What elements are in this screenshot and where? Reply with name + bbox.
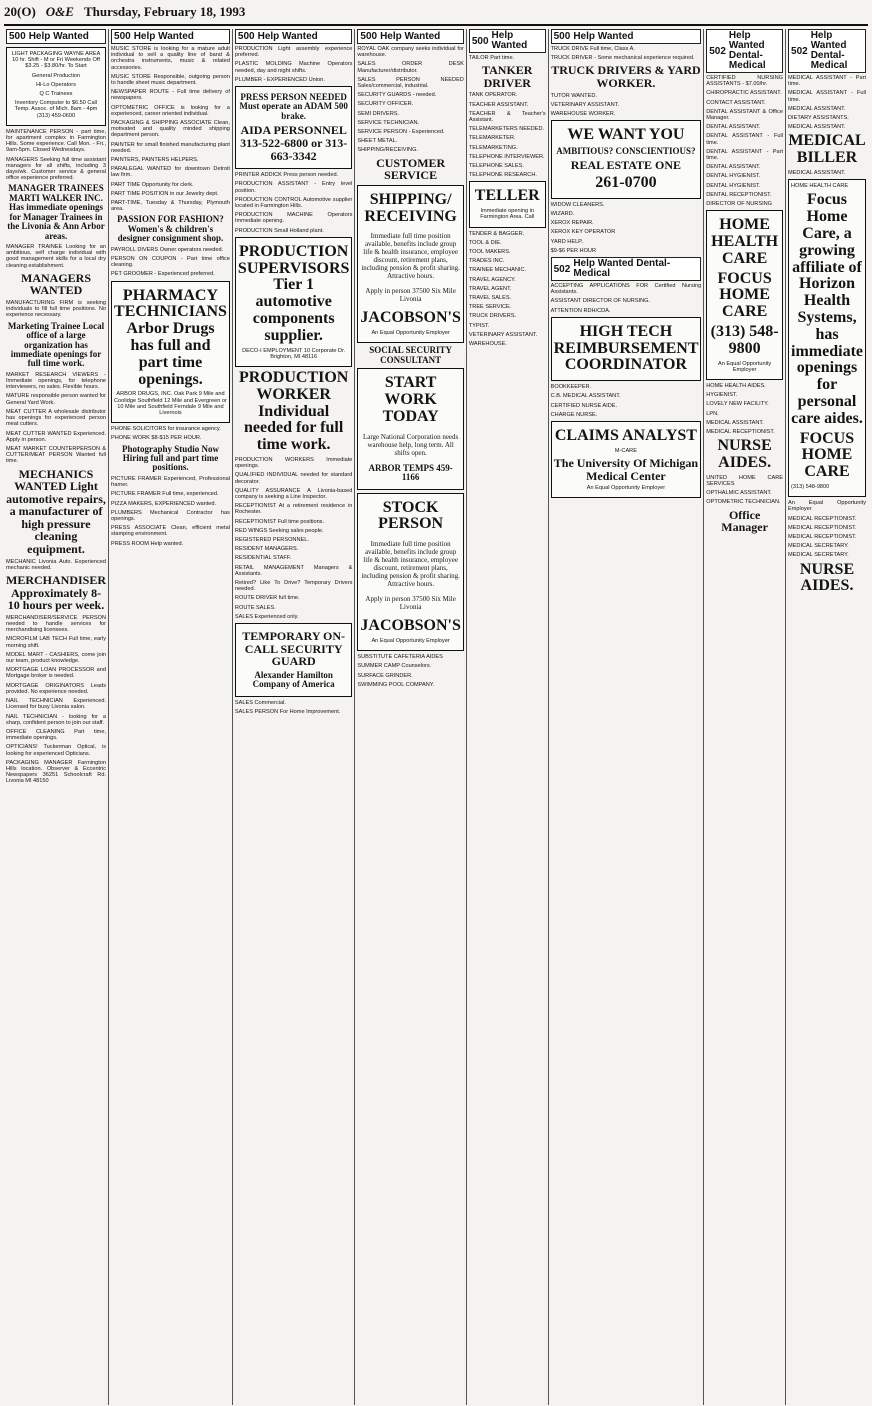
classified-ad: LPN.	[706, 410, 719, 417]
display-ad-heading: PHARMACY TECHNICIANS Arbor Drugs has full and part time openings.	[114, 286, 227, 388]
classified-ad: TRAVEL AGENT.	[468, 285, 512, 292]
classified-ad-box	[469, 181, 546, 227]
classified-ad: ARBOR DRUGS, INC. Oak Park 9 Mile and Coolidge Southfield 12 Mile and Evergreen or 10 Mile and Southfield Ferndale 9 Mile and Livernois	[114, 391, 227, 416]
classified-ad-box	[788, 179, 866, 497]
classified-ad: TRADES INC.	[468, 258, 505, 265]
display-ad-heading: AIDA PERSONNEL 313-522-6800 or 313-663-3342	[240, 123, 348, 163]
classified-ad: TELEMARKETER.	[468, 135, 516, 142]
classified-ad: NAIL TECHNICIAN - looking for a sharp, confident person to join our staff.	[6, 713, 107, 726]
classified-ad: MANAGERS Seeking full time assistant managers for all shifts, including 3 days/wk. Customer service & general office experience preferred.	[6, 156, 107, 182]
classified-ad: MEDICAL ASSISTANT.	[706, 419, 764, 426]
classified-ad: CHARGE NURSE.	[550, 411, 598, 418]
classified-ad: PHONE WORK $8-$15 PER HOUR.	[111, 435, 202, 442]
advertiser-name: REAL ESTATE ONE	[570, 158, 682, 173]
classified-ad: PAYROLL DIVERS Owner operators needed.	[111, 246, 224, 253]
classified-ad: VETERINARY ASSISTANT.	[550, 101, 620, 108]
classified-ad: DENTAL ASSISTANT.	[706, 164, 761, 171]
classified-ad: REGISTERED PERSONNEL.	[234, 536, 309, 543]
category-name: Help Wanted	[491, 30, 528, 51]
classified-ad: MANUFACTURING FIRM is seeking individuals to fill full time positions. No experience necessary.	[6, 300, 107, 319]
classified-ad: TELEMARKETING.	[468, 144, 518, 151]
classified-ad-box	[357, 493, 463, 652]
classified-ad: CERTIFIED NURSE AIDE.	[550, 402, 618, 409]
classified-ad: SALES ORDER DESK Manufacturer/distributor.	[357, 61, 464, 74]
column-header	[6, 29, 106, 44]
classified-ad: PRODUCTION WORKERS Immediate openings.	[234, 456, 353, 470]
display-ad-heading: NURSE AIDES.	[717, 437, 772, 472]
classified-column-6	[549, 29, 705, 1405]
classified-ad: PET GROOMER - Experienced preferred.	[111, 271, 215, 278]
classified-ad: An Equal Opportunity Employer	[718, 360, 772, 373]
classified-ad: PART TIME POSITION in our Jewelry dept.	[111, 190, 219, 197]
classified-ad: TEACHER ASSISTANT.	[468, 101, 529, 108]
classified-ad: TRAVEL AGENCY.	[468, 276, 516, 283]
classified-ad: Inventory Computer to $6.50 Call Temp. Assoc. of Mich. 8am - 4pm (313) 459-0600	[14, 100, 98, 119]
classified-ad: DENTAL ASSISTANT - Full time.	[706, 133, 784, 146]
display-ad-heading: Photography Studio Now Hiring full and part time positions.	[121, 443, 219, 473]
classified-ad: WIZARD.	[550, 211, 575, 218]
classified-ad: MEDICAL ASSISTANT.	[788, 124, 846, 131]
classified-ad: An Equal Opportunity Employer	[788, 500, 866, 513]
display-ad-heading: PRESS PERSON NEEDED Must operate an ADAM 500 brake.	[239, 92, 348, 121]
classified-ad: QUALIFIED INDIVIDUAL needed for standard decorator.	[234, 472, 353, 485]
display-ad-heading: TRUCK DRIVERS & YARD WORKER.	[551, 63, 701, 90]
display-ad-heading: TANKER DRIVER	[482, 63, 533, 90]
classified-ad: HOME HEALTH CARE	[791, 183, 849, 190]
classified-ad: Retired? Like To Drive? Temporary Drivers needed.	[234, 579, 353, 593]
classified-ad: PICTURE FRAMER Full time, experienced.	[111, 491, 219, 498]
classified-ad: (313) 548-9800	[791, 483, 830, 490]
classified-ad: SALES PERSON For Home Improvement.	[234, 708, 341, 715]
display-ad-heading: SOCIAL SECURITY CONSULTANT	[369, 345, 453, 365]
display-ad-heading: MERCHANDISER Approximately 8-10 hours per week.	[6, 573, 107, 613]
display-ad-heading: ARBOR TEMPS 459-1166	[368, 462, 453, 483]
column-header	[357, 29, 463, 44]
category-number: 500	[471, 35, 489, 47]
classified-ad: PAINTERS, PAINTERS HELPERS.	[111, 157, 199, 164]
display-ad-heading: PRODUCTION WORKER Individual needed for full time work.	[238, 368, 349, 454]
classified-ad: MERCHANDISER/SERVICE PERSON needed to handle services for merchandising licensees.	[6, 614, 107, 634]
classified-ad: An Equal Opportunity Employer	[586, 485, 666, 492]
classified-ad: PLUMBERS Mechanical Contractor has openings.	[111, 509, 230, 522]
classified-ad: SECURITY OFFICER.	[357, 101, 414, 108]
classified-ad: HOME HEALTH AIDES.	[706, 383, 766, 390]
display-ad-heading: Office Manager	[721, 507, 768, 535]
classified-ad: PICTURE FRAMER Experienced, Professional framer.	[111, 475, 230, 489]
classified-ad: PART-TIME, Tuesday & Thursday, Plymouth area.	[111, 200, 230, 213]
classified-ad: YARD HELP.	[550, 238, 583, 245]
classified-ad: An Equal Opportunity Employer	[371, 637, 450, 644]
display-ad-heading: PRODUCTION SUPERVISORS Tier 1 automotive components supplier.	[237, 242, 350, 344]
display-ad-heading: CLAIMS ANALYST	[554, 427, 697, 445]
category-name: Help Wanted Dental-Medical	[810, 30, 848, 71]
advertiser-name: FOCUS HOME CARE	[717, 269, 772, 321]
classified-column-7	[704, 29, 786, 1405]
classified-ad: DENTAL HYGIENIST.	[706, 173, 761, 180]
classified-ad: OPTHALMIC ASSISTANT.	[706, 490, 772, 497]
category-number: 502	[709, 45, 726, 57]
classified-ad: RETAIL MANAGEMENT Managers & Assistants.	[234, 564, 353, 577]
classified-ad: TENDER & BAGGER.	[468, 230, 525, 237]
ad-body-text: Apply in person 37500 Six Mile Livonia	[365, 287, 456, 304]
display-ad-heading: SHIPPING/ RECEIVING	[364, 190, 457, 225]
classified-columns	[4, 29, 868, 1405]
classified-ad: MORTGAGE ORIGINATORS Leads provided. No experience needed.	[6, 682, 107, 695]
category-number: 500	[114, 31, 131, 42]
classified-ad: LOVELY NEW FACILITY.	[706, 401, 769, 408]
classified-ad: TRUCK DRIVER - Some mechanical experience required.	[550, 55, 695, 62]
display-ad-heading: HIGH TECH REIMBURSEMENT COORDINATOR	[553, 322, 699, 374]
ad-phone-number: 261-0700	[595, 174, 657, 192]
classified-ad: TAILOR Part time.	[468, 55, 515, 61]
classified-ad: SECURITY GUARDS - needed.	[357, 92, 437, 99]
classified-ad: WIDOW CLEANERS.	[550, 201, 605, 208]
classified-ad: MAINTENANCE PERSON - part time, for apartment complex in Farmington Hills. Some experience. Call Mon. - Fri., 9am-5pm. Closed Wednesdays.	[6, 128, 107, 154]
classified-ad: An Equal Opportunity Employer	[371, 330, 450, 337]
advertiser-name: The University Of Michigan Medical Center	[553, 456, 699, 483]
display-ad-heading: MECHANICS WANTED Light automotive repairs, a manufacturer of high pressure cleaning equipment.	[6, 466, 106, 557]
classified-ad: RESIDENTIAL STAFF.	[234, 555, 292, 562]
classified-ad: RESIDENT MANAGERS.	[234, 546, 299, 553]
display-ad-heading: MANAGER TRAINEES MARTI WALKER INC. Has immediate openings for Manager Trainees in the Livonia & Ann Arbor areas.	[7, 183, 105, 241]
classified-ad: TEACHER & Teacher's Assistant.	[468, 110, 546, 123]
classified-ad: MEDICAL SECRETARY.	[788, 552, 849, 559]
classified-ad: OPTOMETRIC OFFICE is looking for a experienced, career oriented individual.	[111, 104, 230, 117]
category-number: 502	[791, 45, 808, 57]
classified-ad: DENTAL ASSISTANT - Part time.	[706, 148, 784, 162]
classified-ad: TOOL & DIE.	[468, 239, 502, 246]
classified-ad: ROYAL OAK company seeks individual for warehouse.	[357, 46, 464, 59]
classified-ad: SHEET METAL.	[357, 138, 398, 145]
classified-ad: TOOL MAKERS.	[468, 249, 511, 256]
classified-ad: PAINTER for small finished manufacturing plant needed.	[111, 141, 230, 154]
classified-ad-box	[357, 368, 463, 489]
classified-ad: DIRECTOR OF NURSING	[706, 201, 773, 208]
display-ad-heading: Marketing Trainee Local office of a large organization has immediate openings for full time work.	[7, 320, 105, 369]
ad-body-text: Apply in person 37500 Six Mile Livonia	[365, 595, 456, 612]
classified-column-8	[786, 29, 868, 1405]
classified-ad: DECO-I EMPLOYMENT 10 Corporate Dr. Brighton, MI 48116	[242, 347, 346, 360]
classified-ad: CERTIFIED NURSING ASSISTANTS - $7.00/hr.	[706, 75, 784, 88]
classified-ad: PIZZA MAKERS, EXPERIENCED wanted.	[111, 500, 217, 507]
classified-ad: TELEPHONE SALES.	[468, 163, 524, 170]
category-name: Help Wanted	[28, 30, 89, 42]
ad-body-text: Immediate full time position available, benefits include group life & health insurance, employee discount, retirement plans, including pension & profit sharing. Attractive hours.	[361, 232, 460, 281]
classified-ad: SHIPPING/RECEIVING.	[357, 147, 419, 154]
classified-ad: PACKAGING MANAGER Farmington Hills location. Observer & Eccentric Newspapers 36251 Schoolcraft Rd. Livonia MI 48150	[6, 759, 107, 785]
category-number: 502	[553, 263, 571, 275]
classified-ad: DENTAL ASSISTANT & Office Manager.	[706, 108, 784, 122]
classified-ad: WAREHOUSE.	[468, 341, 507, 348]
classified-ad: VETERINARY ASSISTANT.	[468, 331, 538, 338]
classified-ad: LIGHT PACKAGING WAYNE AREA 10 hr. Shift - M or Fri Weekends Off $3.25 - $3.80/hr. To Start	[11, 51, 101, 70]
classified-ad: PRODUCTION Light assembly experience preferred.	[234, 46, 353, 59]
classified-ad-box	[551, 421, 702, 498]
classified-ad: MEDICAL ASSISTANT - Part time.	[788, 75, 866, 88]
display-ad-heading: HOME HEALTH CARE	[711, 216, 779, 267]
display-ad-heading: AMBITIOUS? CONSCIENTIOUS?	[556, 146, 696, 156]
classified-ad: General Production	[31, 72, 81, 79]
classified-ad: PHONE SOLICITORS for insurance agency.	[111, 426, 221, 433]
advertiser-name: JACOBSON'S	[360, 309, 461, 327]
classified-ad: NAIL TECHNICIAN Experienced. Licensed for busy Livonia salon.	[6, 698, 107, 711]
publication-name: O&E	[45, 4, 74, 19]
classified-ad: MEDICAL SECRETARY.	[788, 543, 849, 550]
classified-ad: ASSISTANT DIRECTOR OF NURSING.	[550, 298, 651, 305]
classified-ad: BOOKKEEPER.	[550, 384, 592, 391]
ad-body-text: Large National Corporation needs warehouse help, long term. All shifts open.	[362, 432, 459, 457]
classified-ad: SUBSTITUTE CAFETERIA AIDES	[357, 654, 443, 661]
column-header	[469, 29, 546, 53]
classified-column-5	[467, 29, 549, 1405]
classified-ad: ROUTE DRIVER full time.	[234, 595, 300, 602]
classified-ad: PART TIME Opportunity for clerk.	[111, 181, 194, 188]
column-header	[551, 29, 702, 44]
classified-ad: TYPIST.	[468, 322, 490, 329]
classified-ad: MORTGAGE LOAN PROCESSOR and Mortgage broker is needed.	[6, 667, 107, 680]
category-number: 500	[553, 31, 571, 42]
classified-ad: TELEMARKETERS NEEDED.	[468, 126, 545, 133]
classified-ad: SALES Commercial.	[234, 699, 286, 706]
classified-ad: UNITED HOME CARE SERVICES	[706, 474, 784, 488]
classified-ad: RECEPTIONIST Full time positions.	[234, 518, 325, 525]
classified-ad: PRODUCTION Small Holland plant.	[234, 227, 324, 234]
classified-ad: DENTAL HYGIENIST.	[706, 182, 761, 189]
display-ad-heading: Focus Home Care, a growing affiliate of Horizon Health Systems, has immediate openings for personal care aides.	[791, 191, 863, 427]
classified-ad: XEROX REPAIR.	[550, 220, 594, 227]
masthead	[4, 4, 868, 26]
classified-ad: PLASTIC MOLDING Machine Operators needed, day and night shifts.	[234, 61, 353, 74]
classified-ad: MEDICAL ASSISTANT.	[788, 105, 846, 112]
classified-ad: MEAT CUTTER A wholesale distributor has openings for experienced person meat cutters.	[6, 408, 107, 428]
classified-ad: OFFICE CLEANING Part time, immediate openings.	[6, 728, 107, 742]
classified-ad-box	[111, 281, 230, 424]
classified-ad: MUSIC STORE is looking for a mature adult individual to sell a quality line of band & orchestra instruments, music & related accessories.	[111, 46, 230, 71]
classified-ad: RED WINGS Seeking sales people.	[234, 527, 324, 534]
classified-ad: QUALITY ASSURANCE A Livonia-based company is seeking a Line Inspector.	[234, 487, 353, 500]
classified-ad: XEROX KEY OPERATOR	[550, 229, 616, 236]
classified-ad: DENTAL ASSISTANT.	[706, 124, 761, 131]
ad-body-text: Immediate full time position available, benefits include group life & health insurance, employee discount, retirement plans, including pension & profit sharing. Attractive hours.	[361, 540, 460, 589]
classified-column-3	[233, 29, 355, 1405]
classified-ad: MEDICAL RECEPTIONIST.	[788, 524, 857, 531]
classified-ad: MODEL MART - CASHIERS, come join our team, product knowledge.	[6, 651, 107, 665]
classified-ad: MICROFILM LAB TECH Full time, early morning shift.	[6, 636, 107, 649]
classified-ad: MATURE responsible person wanted for General Yard Work.	[6, 393, 107, 406]
classified-ad: TUTOR WANTED.	[550, 92, 597, 99]
classified-ad-box	[706, 210, 783, 380]
classified-ad: PRESS ROOM Help wanted.	[111, 540, 184, 547]
category-name: Help Wanted Dental-Medical	[573, 258, 671, 280]
classified-ad: PRESS ASSOCIATE Clean, efficient metal stamping environment.	[111, 525, 230, 538]
display-ad-heading: FOCUS HOME CARE	[799, 429, 855, 481]
classified-ad: PRODUCTION ASSISTANT - Entry level position.	[234, 181, 353, 194]
classified-ad: PRODUCTION MACHINE Operators Immediate opening.	[234, 212, 353, 225]
category-name: Help Wanted	[380, 30, 441, 42]
classified-ad: TREE SERVICE.	[468, 304, 512, 311]
classified-ad: MARKET RESEARCH VIEWERS - Immediate openings, for telephone interviewers, no sales. Flexible hours.	[6, 371, 107, 391]
display-ad-heading: STOCK PERSON	[378, 498, 444, 533]
classified-ad: SALES Experienced only.	[234, 613, 299, 620]
classified-ad: SURFACE GRINDER.	[357, 672, 413, 679]
classified-ad: Q C Trainees	[39, 91, 73, 98]
classified-ad: RECEPTIONIST At a retirement residence in Rochester.	[234, 503, 353, 516]
classified-ad: PACKAGING & SHIPPING ASSOCIATE Clean, motivated and quality minded shipping department person.	[111, 120, 230, 139]
classified-ad: SEMI DRIVERS.	[357, 110, 400, 117]
classified-ad: ACCEPTING APPLICATIONS FOR Certified Nursing Assistants.	[550, 283, 702, 296]
display-ad-heading: MANAGERS WANTED	[21, 270, 92, 298]
classified-ad: TRUCK DRIVE Full time, Class A.	[550, 46, 635, 52]
classified-ad: CONTACT ASSISTANT.	[706, 99, 766, 106]
classified-ad: ROUTE SALES.	[234, 604, 276, 611]
classified-ad: SERVICE PERSON - Experienced.	[357, 129, 445, 136]
classified-ad: MEAT MARKET COUNTERPERSON & CUTTER/MEAT PERSON Wanted full time.	[6, 445, 107, 465]
classified-ad: CHIROPRACTIC ASSISTANT.	[706, 90, 782, 97]
issue-date: Thursday, February 18, 1993	[83, 4, 246, 19]
classified-ad: MEDICAL ASSISTANT.	[788, 170, 846, 177]
classified-column-1	[4, 29, 109, 1405]
classified-ad: Hi-Lo Operators	[36, 81, 76, 88]
classified-ad: OPTICIANS! Tuckerman Optical, is looking for experienced Opticians.	[6, 744, 107, 757]
classified-ad: DIETARY ASSISTANTS.	[788, 115, 849, 122]
category-name: Help Wanted Dental-Medical	[728, 30, 766, 71]
classified-ad: M-CARE	[614, 447, 637, 454]
category-number: 500	[9, 31, 26, 42]
display-ad-heading: TELLER	[474, 187, 540, 205]
classified-ad: NEWSPAPER ROUTE - Full time delivery of newspapers.	[111, 89, 230, 102]
classified-ad: TANK OPERATOR.	[468, 92, 518, 99]
classified-ad: TRAINEE MECHANIC.	[468, 267, 527, 274]
classified-ad-box	[551, 317, 702, 381]
classified-ad: PLUMBER - EXPERIENCED Union.	[234, 76, 325, 83]
classified-ad: MECHANIC Livonia Auto. Experienced mechanic needed.	[6, 558, 107, 571]
column-header	[551, 257, 702, 281]
classified-ad: MEDICAL RECEPTIONIST.	[788, 515, 857, 522]
advertiser-name: JACOBSON'S	[360, 617, 461, 635]
category-name: Help Wanted	[257, 30, 318, 42]
display-ad-heading: WE WANT YOU	[567, 126, 685, 144]
classified-ad: TRAVEL SALES.	[468, 295, 512, 302]
classified-column-4	[355, 29, 466, 1405]
display-ad-heading: PASSION FOR FASHION? Women's & children's designer consignment shop.	[117, 214, 224, 244]
classified-ad: ATTENTION RDH/CDA.	[550, 307, 611, 314]
classified-ad: WAREHOUSE WORKER.	[550, 111, 616, 117]
classified-column-2	[109, 29, 233, 1405]
classified-ad: TELEPHONE RESEARCH.	[468, 172, 537, 179]
classified-ad: PARALEGAL WANTED for downtown Detroit law firm.	[111, 166, 230, 179]
classified-ad: $9-$6 PER HOUR	[550, 247, 597, 254]
classified-ad: SALES PERSON NEEDED Sales/commercial, industrial.	[357, 76, 464, 90]
category-number: 500	[360, 31, 378, 42]
column-header	[788, 29, 866, 73]
classified-ad: DENTAL RECEPTIONIST.	[706, 191, 772, 198]
classified-ad: SERVICE TECHNICIAN.	[357, 119, 420, 126]
classified-ad-box	[235, 623, 352, 697]
classified-ad: PRINTER ADDICK Press person needed.	[234, 172, 339, 179]
classified-ad: HYGIENIST.	[706, 392, 738, 399]
classified-ad: PRODUCTION CONTROL Automotive supplier located in Farmington Hills.	[234, 196, 353, 209]
classified-ad: OPTOMETRIC TECHNICIAN.	[706, 499, 781, 506]
classified-ad: MEDICAL RECEPTIONIST.	[788, 533, 857, 540]
classified-ad: Immediate opening in Farmington Area. Call	[480, 208, 535, 221]
page-number: 20(O)	[4, 4, 36, 19]
classified-ad: TELEPHONE INTERVIEWER.	[468, 153, 545, 160]
classified-ad-box	[551, 120, 702, 199]
classified-ad: PERSON ON COUPON - Part time office cleaning.	[111, 255, 230, 269]
classified-ad-box	[235, 86, 352, 169]
category-number: 500	[237, 31, 255, 42]
display-ad-heading: START WORK TODAY	[382, 374, 439, 425]
classified-ad: MEDICAL RECEPTIONIST.	[706, 429, 775, 436]
classified-ad: C.B. MEDICAL ASSISTANT.	[550, 393, 621, 400]
display-ad-heading: NURSE AIDES.	[799, 560, 855, 595]
classified-ad-box	[357, 185, 463, 344]
column-header	[706, 29, 783, 73]
classified-ad: SUMMER CAMP Counselors.	[357, 663, 432, 670]
category-name: Help Wanted	[133, 30, 194, 42]
classified-ad: MUSIC STORE Responsible, outgoing person to handle sheet music department.	[111, 73, 230, 87]
column-header	[235, 29, 352, 44]
display-ad-heading: CUSTOMER SERVICE	[376, 155, 446, 183]
classified-ad: TRUCK DRIVERS.	[468, 313, 517, 320]
display-ad-heading: Alexander Hamilton Company of America	[252, 669, 335, 690]
column-header	[111, 29, 230, 44]
classified-ad: MANAGER TRAINEE Looking for an ambitious, self charge individual with good management skills for a local dry cleaning establishment.	[6, 244, 107, 269]
display-ad-heading: TEMPORARY ON-CALL SECURITY GUARD	[242, 628, 346, 669]
classified-ad: SWIMMING POOL COMPANY.	[357, 681, 435, 688]
classified-ad: MEDICAL ASSISTANT - Full time.	[788, 90, 866, 103]
ad-phone-number: (313) 548-9800	[710, 323, 779, 357]
display-ad-heading: MEDICAL BILLER	[788, 132, 866, 167]
category-name: Help Wanted	[573, 30, 634, 42]
classified-ad-box	[6, 47, 106, 126]
classified-ad: MEAT CUTTER WANTED Experienced. Apply in person.	[6, 430, 107, 443]
classified-ad-box	[235, 237, 352, 367]
